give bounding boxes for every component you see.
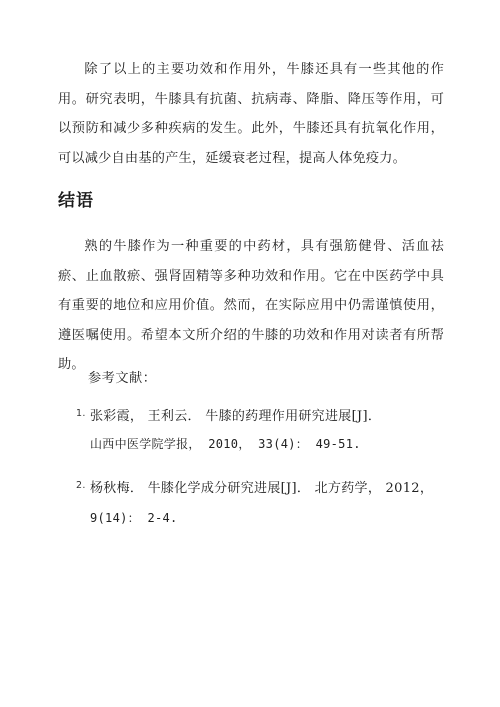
body-paragraph-other-effects: 除了以上的主要功效和作用外，牛膝还具有一些其他的作用。研究表明，牛膝具有抗菌、抗病毒、降脂、降压等作用，可以预防和减少多种疾病的发生。此外，牛膝还具有抗氧化作用，可以减少自由基的产生，延缓衰老过程，提高人体免疫力。 <box>58 62 444 166</box>
section-heading-conclusion: 结语 <box>58 191 94 211</box>
reference-number: 2. <box>76 480 86 491</box>
reference-number: 1. <box>76 408 86 419</box>
body-paragraph-conclusion: 熟的牛膝作为一种重要的中药材，具有强筋健骨、活血祛瘀、止血散瘀、强肾固精等多种功效和作用。它在中医药学中具有重要的地位和应用价值。然而，在实际应用中仍需谨慎使用，遵医嘱使用。希望本文所介绍的牛膝的功效和作用对读者有所帮助。 <box>58 239 444 372</box>
reference-line: 杨秋梅． 牛膝化学成分研究进展[J]． 北方药学， 2012， <box>90 481 434 496</box>
reference-line: 张彩霞， 王利云． 牛膝的药理作用研究进展[J]． <box>90 409 382 424</box>
references-label: 参考文献： <box>88 371 157 386</box>
reference-line: 9(14)： 2-4. <box>90 511 178 525</box>
reference-line: 山西中医学院学报， 2010， 33(4)： 49-51. <box>90 437 361 451</box>
